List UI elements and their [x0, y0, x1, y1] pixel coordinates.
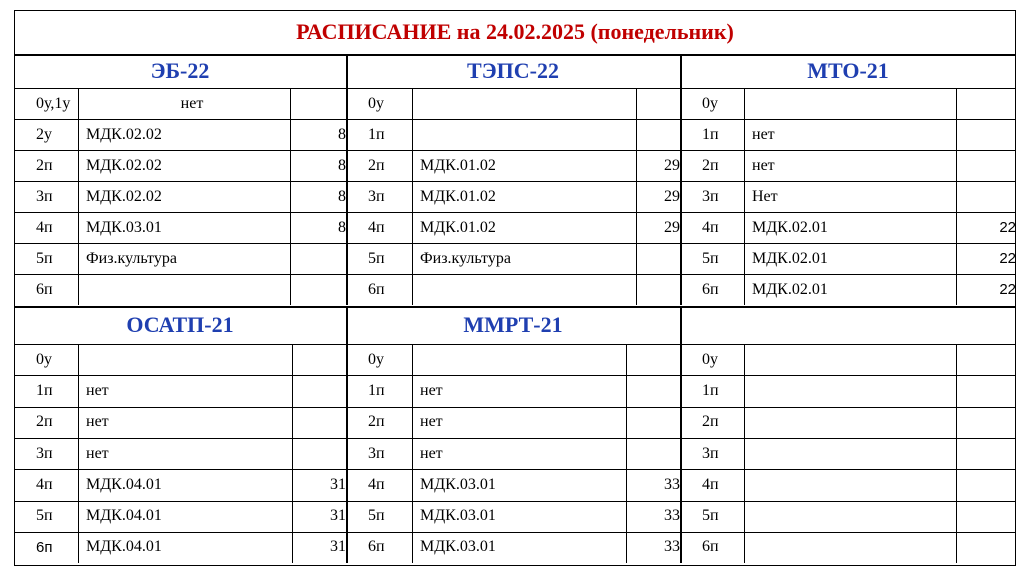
subject-cell: МДК.03.01 — [420, 507, 496, 525]
row-divider — [680, 438, 1016, 439]
lesson-number: 1п — [368, 125, 385, 143]
lesson-number: 2п — [36, 156, 53, 174]
lesson-number: 4п — [702, 475, 719, 493]
column-divider — [412, 344, 413, 563]
row-divider — [14, 501, 346, 502]
room-number: 29 — [664, 156, 680, 174]
row-divider — [680, 469, 1016, 470]
room-number — [956, 150, 1022, 181]
row-divider — [14, 469, 346, 470]
subject-cell — [744, 88, 964, 119]
column-divider — [78, 88, 79, 305]
row-divider — [680, 181, 1016, 182]
subject-cell: МДК.01.02 — [420, 156, 496, 174]
column-divider — [78, 344, 79, 563]
subject-cell: МДК.01.02 — [420, 218, 496, 236]
column-divider — [346, 54, 348, 305]
room-number — [636, 243, 686, 274]
column-divider — [956, 88, 957, 305]
subject-cell: МДК.04.01 — [86, 475, 162, 493]
room-number — [290, 88, 352, 119]
lesson-number: 5п — [36, 507, 53, 525]
column-divider — [744, 344, 745, 563]
subject-cell: Физ.культура — [86, 249, 177, 267]
subject-cell — [744, 501, 964, 532]
subject-cell: МДК.04.01 — [86, 507, 162, 525]
subject-cell: МДК.01.02 — [420, 187, 496, 205]
subject-cell: нет — [86, 444, 109, 462]
lesson-number: 5п — [368, 249, 385, 267]
room-number — [956, 88, 1022, 119]
lesson-number: 6п — [702, 538, 719, 556]
subject-cell — [412, 344, 634, 375]
room-number — [956, 438, 1022, 469]
lesson-number: 3п — [702, 187, 719, 205]
row-divider — [346, 532, 680, 533]
room-number — [956, 407, 1022, 438]
room-number — [636, 119, 686, 150]
row-divider — [14, 181, 346, 182]
column-divider — [290, 88, 291, 305]
subject-cell: нет — [420, 444, 443, 462]
room-number — [292, 407, 352, 438]
row-divider — [14, 274, 346, 275]
lesson-number: 2п — [368, 156, 385, 174]
row-divider — [680, 212, 1016, 213]
lesson-number: 5п — [368, 507, 385, 525]
room-number — [290, 274, 352, 305]
row-divider — [346, 375, 680, 376]
group-name: МТО-21 — [807, 58, 889, 83]
row-divider — [680, 375, 1016, 376]
column-divider — [636, 88, 637, 305]
room-number — [626, 438, 686, 469]
column-divider — [346, 306, 348, 563]
column-divider — [626, 344, 627, 563]
room-number: 33 — [664, 507, 680, 525]
subject-cell — [744, 469, 964, 500]
subject-cell — [412, 88, 644, 119]
row-divider — [346, 274, 680, 275]
row-divider — [346, 438, 680, 439]
row-divider — [680, 274, 1016, 275]
column-divider — [292, 344, 293, 563]
page-title: РАСПИСАНИЕ на 24.02.2025 (понедельник) — [296, 19, 734, 44]
row-divider — [14, 119, 346, 120]
lesson-number: 0у — [36, 350, 52, 368]
column-divider — [412, 88, 413, 305]
lesson-number: 6п — [36, 538, 53, 556]
row-divider — [680, 501, 1016, 502]
room-number: 31 — [330, 475, 346, 493]
room-number: 22 — [999, 250, 1016, 267]
lesson-number: 4п — [36, 475, 53, 493]
lesson-number: 5п — [702, 249, 719, 267]
lesson-number: 0у — [702, 350, 718, 368]
column-divider — [744, 88, 745, 305]
subject-cell: нет — [180, 94, 204, 112]
room-number — [292, 344, 352, 375]
row-divider — [14, 438, 346, 439]
room-number: 22 — [999, 219, 1016, 236]
room-number: 8 — [338, 156, 346, 174]
lesson-number: 2п — [702, 156, 719, 174]
row-divider — [680, 119, 1016, 120]
lesson-number: 5п — [702, 507, 719, 525]
subject-cell: нет — [420, 381, 443, 399]
room-number: 29 — [664, 187, 680, 205]
room-number — [956, 344, 1022, 375]
group-name: ЭБ-22 — [150, 58, 210, 83]
row-divider — [680, 150, 1016, 151]
lesson-number: 3п — [368, 444, 385, 462]
subject-cell: МДК.04.01 — [86, 538, 162, 556]
room-number — [956, 469, 1022, 500]
row-divider — [14, 243, 346, 244]
room-number — [956, 119, 1022, 150]
row-divider — [14, 532, 346, 533]
lesson-number: 0у — [368, 94, 384, 112]
lesson-number: 6п — [36, 280, 53, 298]
lesson-number: 0у,1у — [36, 94, 71, 112]
row-divider — [346, 150, 680, 151]
subject-cell: МДК.02.01 — [752, 280, 828, 298]
group-name: ММРТ-21 — [463, 312, 563, 337]
subject-cell — [744, 407, 964, 438]
room-number: 8 — [338, 125, 346, 143]
column-divider — [680, 306, 682, 563]
lesson-number: 2п — [702, 413, 719, 431]
subject-cell: нет — [86, 381, 109, 399]
lesson-number: 2п — [36, 413, 53, 431]
group-name: ТЭПС-22 — [467, 58, 559, 83]
subject-cell: МДК.03.01 — [420, 538, 496, 556]
lesson-number: 3п — [36, 444, 53, 462]
subject-cell — [744, 344, 964, 375]
subject-cell: МДК.03.01 — [420, 475, 496, 493]
subject-cell — [412, 274, 644, 305]
room-number — [956, 532, 1022, 563]
row-divider — [346, 212, 680, 213]
room-number — [292, 375, 352, 406]
subject-cell: Физ.культура — [420, 249, 511, 267]
room-number: 31 — [330, 538, 346, 556]
lesson-number: 1п — [702, 125, 719, 143]
row-divider — [14, 375, 346, 376]
room-number: 29 — [664, 218, 680, 236]
subject-cell — [78, 274, 298, 305]
lesson-number: 1п — [702, 381, 719, 399]
room-number — [956, 375, 1022, 406]
subject-cell: МДК.02.01 — [752, 249, 828, 267]
row-divider — [680, 532, 1016, 533]
room-number: 33 — [664, 538, 680, 556]
row-divider — [346, 243, 680, 244]
lesson-number: 6п — [368, 538, 385, 556]
subject-cell: нет — [420, 413, 443, 431]
subject-cell — [78, 344, 300, 375]
room-number: 8 — [338, 218, 346, 236]
subject-cell: нет — [752, 125, 775, 143]
row-divider — [14, 212, 346, 213]
lesson-number: 1п — [368, 381, 385, 399]
column-divider — [680, 54, 682, 305]
lesson-number: 5п — [36, 249, 53, 267]
lesson-number: 6п — [368, 280, 385, 298]
lesson-number: 4п — [702, 218, 719, 236]
row-divider — [680, 407, 1016, 408]
column-divider — [956, 344, 957, 563]
row-divider — [680, 243, 1016, 244]
lesson-number: 3п — [368, 187, 385, 205]
group-name: ОСАТП-21 — [126, 312, 234, 337]
room-number: 31 — [330, 507, 346, 525]
subject-cell — [744, 375, 964, 406]
room-number — [636, 88, 686, 119]
row-divider — [14, 150, 346, 151]
subject-cell — [412, 119, 644, 150]
lesson-number: 2у — [36, 125, 52, 143]
lesson-number: 4п — [36, 218, 53, 236]
lesson-number: 4п — [368, 218, 385, 236]
row-divider — [346, 181, 680, 182]
lesson-number: 3п — [702, 444, 719, 462]
subject-cell: нет — [86, 413, 109, 431]
lesson-number: 3п — [36, 187, 53, 205]
lesson-number: 2п — [368, 413, 385, 431]
subject-cell: МДК.02.02 — [86, 156, 162, 174]
row-divider — [346, 407, 680, 408]
room-number — [626, 407, 686, 438]
lesson-number: 1п — [36, 381, 53, 399]
row-divider — [14, 407, 346, 408]
lesson-number: 6п — [702, 280, 719, 298]
room-number — [956, 501, 1022, 532]
room-number: 22 — [999, 281, 1016, 298]
room-number — [636, 274, 686, 305]
room-number — [290, 243, 352, 274]
subject-cell: МДК.02.02 — [86, 187, 162, 205]
room-number — [956, 181, 1022, 212]
lesson-number: 4п — [368, 475, 385, 493]
subject-cell: Нет — [752, 187, 778, 205]
room-number — [626, 375, 686, 406]
subject-cell: МДК.02.01 — [752, 218, 828, 236]
lesson-number: 0у — [368, 350, 384, 368]
subject-cell — [744, 532, 964, 563]
subject-cell: МДК.03.01 — [86, 218, 162, 236]
subject-cell: МДК.02.02 — [86, 125, 162, 143]
room-number: 8 — [338, 187, 346, 205]
subject-cell: нет — [752, 156, 775, 174]
group-name — [680, 306, 1016, 344]
room-number — [292, 438, 352, 469]
row-divider — [346, 469, 680, 470]
room-number — [626, 344, 686, 375]
room-number: 33 — [664, 475, 680, 493]
row-divider — [346, 119, 680, 120]
subject-cell — [744, 438, 964, 469]
lesson-number: 0у — [702, 94, 718, 112]
row-divider — [346, 501, 680, 502]
